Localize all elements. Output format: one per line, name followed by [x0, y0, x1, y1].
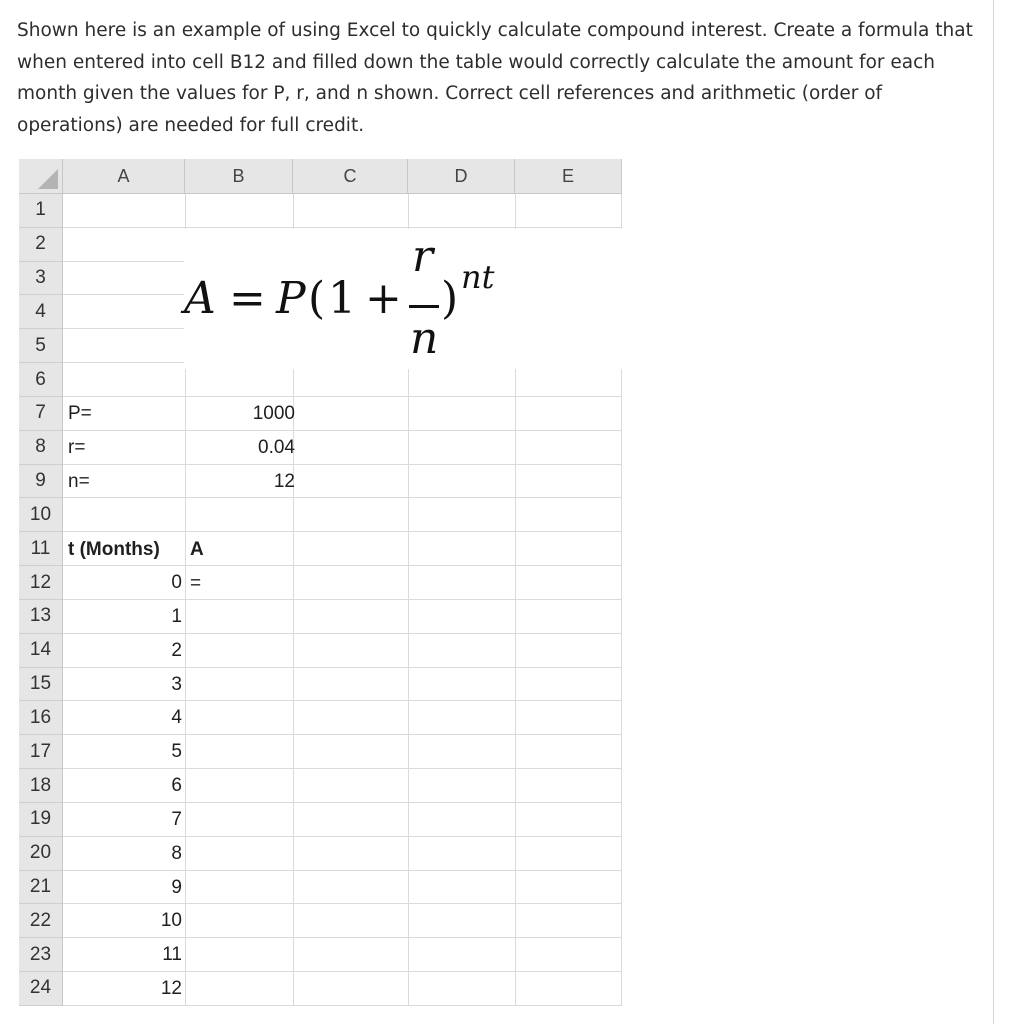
row-header[interactable]: 11 [19, 532, 63, 566]
month-cell[interactable]: 1 [171, 605, 182, 627]
row-header[interactable]: 1 [19, 194, 63, 228]
column-header-e[interactable]: E [515, 159, 622, 194]
row-header[interactable]: 7 [19, 397, 63, 431]
formula-open-paren: ( [308, 273, 326, 324]
formula-one: 1 [328, 273, 356, 324]
month-cell[interactable]: 11 [162, 944, 182, 966]
column-header-c[interactable]: C [293, 159, 408, 194]
row-header[interactable]: 22 [19, 904, 63, 938]
formula-exponent: nt [461, 258, 495, 296]
month-cell[interactable]: 12 [160, 977, 182, 999]
row-header[interactable]: 5 [19, 329, 63, 363]
column-header-a[interactable]: A [63, 159, 185, 194]
row-gridline [63, 464, 622, 465]
month-cell[interactable]: 10 [160, 910, 182, 932]
month-cell[interactable]: 6 [171, 775, 182, 797]
row-gridline [63, 430, 622, 431]
cell-b9[interactable]: 12 [273, 470, 295, 492]
formula-lhs: A [184, 273, 216, 324]
row-header[interactable]: 23 [19, 938, 63, 972]
spreadsheet [19, 159, 622, 1006]
row-header[interactable]: 2 [19, 228, 63, 262]
row-header[interactable]: 16 [19, 701, 63, 735]
column-header-d[interactable]: D [408, 159, 515, 194]
question-text: Shown here is an example of using Excel to quickly calculate compound interest. Create a formula that when entered into cell B12 and filled down the table would correctly calculate the amount for each month given the values for P, r, and n shown. Correct cell references and arithmetic (order of operations) are needed for full credit. [17, 20, 973, 136]
page-right-rule [993, 0, 994, 1024]
formula-equals: = [229, 273, 266, 324]
cell-a8[interactable]: r= [68, 436, 86, 458]
month-cell[interactable]: 7 [171, 808, 182, 830]
month-cell[interactable]: 8 [171, 842, 182, 864]
compound-interest-formula-image [184, 229, 624, 369]
column-header-b[interactable]: B [185, 159, 293, 194]
formula-numerator: r [412, 231, 434, 282]
formula-fraction-bar [409, 305, 439, 308]
cell-a11[interactable]: t (Months) [68, 538, 160, 560]
cell-b8[interactable]: 0.04 [258, 436, 295, 458]
row-header[interactable]: 6 [19, 363, 63, 397]
row-header[interactable]: 4 [19, 295, 63, 329]
month-cell[interactable]: 9 [171, 876, 182, 898]
row-header[interactable]: 21 [19, 871, 63, 905]
row-header[interactable]: 15 [19, 668, 63, 702]
row-header[interactable]: 17 [19, 735, 63, 769]
row-header[interactable]: 20 [19, 837, 63, 871]
row-header[interactable]: 3 [19, 262, 63, 296]
select-all-corner[interactable] [19, 159, 63, 194]
row-header[interactable]: 10 [19, 498, 63, 532]
row-header[interactable]: 24 [19, 972, 63, 1006]
month-cell[interactable]: 5 [171, 741, 182, 763]
formula-denominator: n [410, 313, 439, 364]
row-header[interactable]: 12 [19, 566, 63, 600]
cell-a9[interactable]: n= [68, 470, 90, 492]
row-header[interactable]: 13 [19, 600, 63, 634]
row-gridline [63, 396, 622, 397]
month-cell[interactable]: 2 [171, 639, 182, 661]
row-header[interactable]: 18 [19, 769, 63, 803]
row-gridline [63, 497, 622, 498]
formula-plus: + [365, 273, 402, 324]
cell-b11[interactable]: A [190, 538, 204, 560]
row-header[interactable]: 9 [19, 465, 63, 499]
cell-b12[interactable]: = [190, 572, 202, 594]
month-cell[interactable]: 4 [171, 707, 182, 729]
cell-b7[interactable]: 1000 [252, 402, 295, 424]
row-header[interactable]: 19 [19, 803, 63, 837]
select-all-triangle [38, 169, 58, 189]
formula-p: P [276, 273, 306, 324]
row-header[interactable]: 14 [19, 634, 63, 668]
month-cell[interactable]: 3 [171, 673, 182, 695]
month-cell[interactable]: 0 [171, 572, 182, 594]
formula-close-paren: ) [441, 273, 459, 324]
row-header[interactable]: 8 [19, 431, 63, 465]
cell-a7[interactable]: P= [68, 402, 92, 424]
row-gridline [63, 227, 622, 228]
